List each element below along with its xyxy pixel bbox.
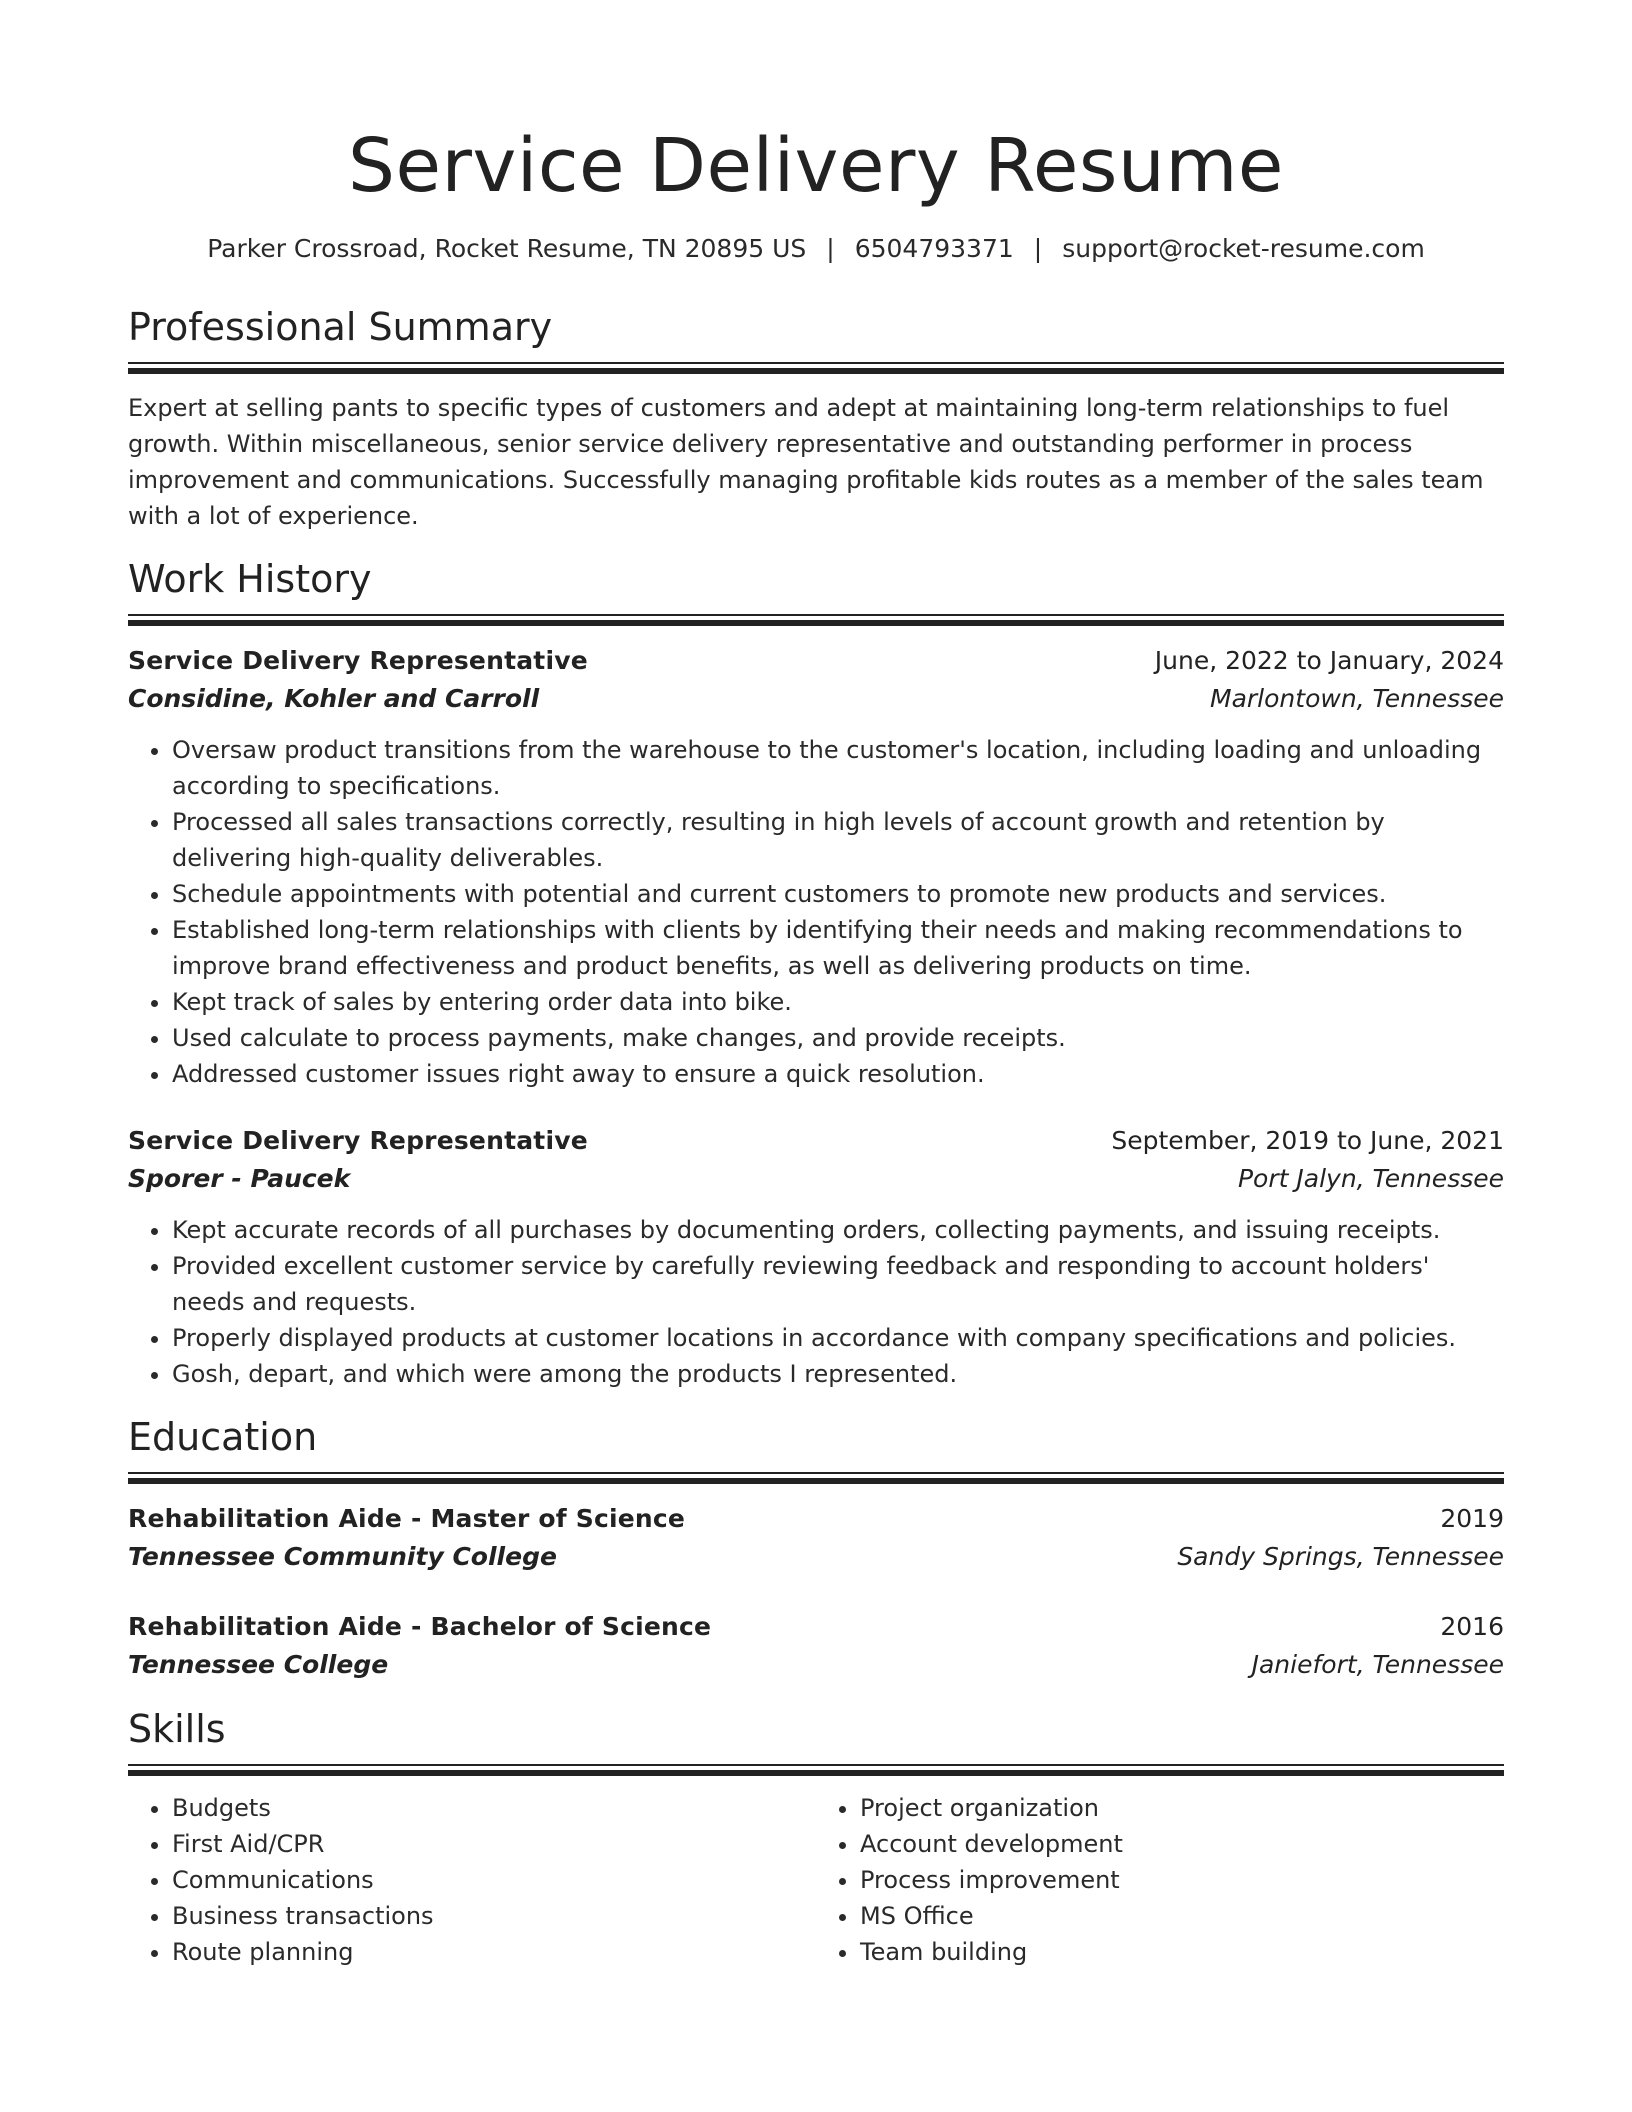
job-location: Port Jalyn, Tennessee [1237,1164,1504,1193]
section-divider [128,1472,1504,1484]
job-bullet: • Kept accurate records of all purchases by documenting orders, collecting payments, and issuing receipts. [172,1212,1504,1248]
summary-heading: Professional Summary [128,305,553,349]
skill-item: • Business transactions [172,1898,816,1934]
job-bullet: • Kept track of sales by entering order data into bike. [172,984,1504,1020]
resume-title: Service Delivery Resume [348,123,1284,209]
education-school: Tennessee Community College [128,1542,557,1571]
skill-item: • Account development [860,1826,1504,1862]
education-year: 2016 [1440,1612,1504,1641]
education-location: Sandy Springs, Tennessee [1177,1542,1504,1571]
job-bullet: • Schedule appointments with potential and current customers to promote new products and services. [172,876,1504,912]
job-dates: June, 2022 to January, 2024 [1154,646,1504,675]
education-location: Janiefort, Tennessee [1251,1650,1504,1679]
education-header [128,1500,1504,1538]
work-history-heading: Work History [128,557,372,601]
skill-item: • First Aid/CPR [172,1826,816,1862]
contact-address: Parker Crossroad, Rocket Resume, TN 20895 US [207,234,807,263]
job-entry [128,1122,1504,1392]
education-heading: Education [128,1415,318,1459]
education-section [128,1414,1504,1684]
section-divider [128,362,1504,374]
job-company: Considine, Kohler and Carroll [128,684,540,713]
job-company: Sporer - Paucek [128,1164,351,1193]
section-divider [128,1764,1504,1776]
resume-page [128,0,1504,1970]
summary-section [128,304,1504,534]
job-title: Service Delivery Representative [128,646,588,675]
job-header [128,642,1504,680]
job-entry [128,642,1504,1092]
skill-item: • Communications [172,1862,816,1898]
contact-email: support@rocket-resume.com [1062,234,1425,263]
job-bullets [128,1212,1504,1392]
job-bullet: • Processed all sales transactions correctly, resulting in high levels of account growth and retention by delivering high-quality deliverables. [172,804,1504,876]
contact-phone: 6504793371 [854,234,1014,263]
skills-list-right [816,1790,1504,1970]
job-subheader [128,1160,1504,1198]
skill-item: • Project organization [860,1790,1504,1826]
job-bullets [128,732,1504,1092]
job-subheader [128,680,1504,718]
skill-item: • Process improvement [860,1862,1504,1898]
education-degree: Rehabilitation Aide - Master of Science [128,1504,686,1533]
job-bullet: • Oversaw product transitions from the warehouse to the customer's location, including loading and unloading according to specifications. [172,732,1504,804]
job-bullet: • Provided excellent customer service by carefully reviewing feedback and responding to account holders' needs and requests. [172,1248,1504,1320]
education-year: 2019 [1440,1504,1504,1533]
education-header [128,1608,1504,1646]
work-history-section [128,556,1504,1392]
education-school: Tennessee College [128,1650,389,1679]
section-divider [128,614,1504,626]
job-bullet: • Established long-term relationships with clients by identifying their needs and making recommendations to improve brand effectiveness and product benefits, as well as delivering products on time. [172,912,1504,984]
skill-item: • MS Office [860,1898,1504,1934]
job-bullet: • Used calculate to process payments, make changes, and provide receipts. [172,1020,1504,1056]
contact-separator: | [826,234,835,263]
skills-list-left [128,1790,816,1970]
job-location: Marlontown, Tennessee [1210,684,1504,713]
job-header [128,1122,1504,1160]
summary-text: Expert at selling pants to specific types of customers and adept at maintaining long-term relationships to fuel growth. Within miscellaneous, senior service delivery representative and outstanding performer in process improvement and communications. Successfully managing profitable kids routes as a member of the sales team with a lot of experience. [128,394,1484,530]
education-degree: Rehabilitation Aide - Bachelor of Science [128,1612,712,1641]
job-dates: September, 2019 to June, 2021 [1111,1126,1504,1155]
job-title: Service Delivery Representative [128,1126,588,1155]
contact-separator: | [1033,234,1043,263]
job-bullet: • Gosh, depart, and which were among the products I represented. [172,1356,1504,1392]
skill-item: • Route planning [172,1934,816,1970]
skill-item: • Budgets [172,1790,816,1826]
education-subheader [128,1646,1504,1684]
job-bullet: • Addressed customer issues right away to ensure a quick resolution. [172,1056,1504,1092]
education-entry [128,1500,1504,1576]
contact-line [128,232,1504,266]
skills-section [128,1706,1504,1970]
skills-heading: Skills [128,1707,226,1751]
education-entry [128,1608,1504,1684]
job-bullet: • Properly displayed products at customer locations in accordance with company specifications and policies. [172,1320,1504,1356]
skill-item: • Team building [860,1934,1504,1970]
education-subheader [128,1538,1504,1576]
skills-columns [128,1790,1504,1970]
